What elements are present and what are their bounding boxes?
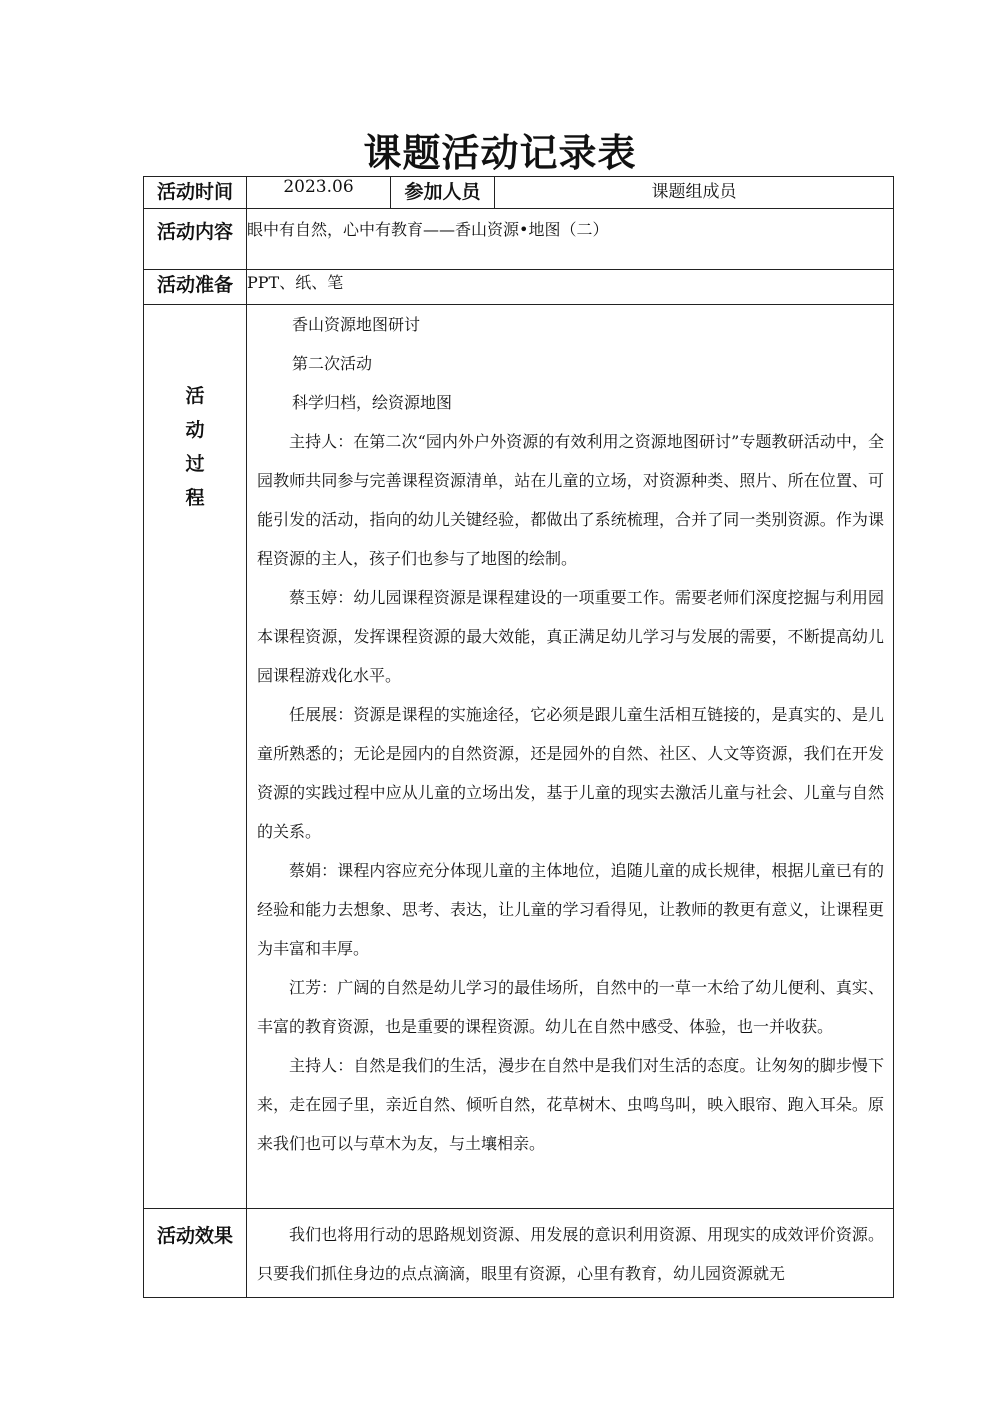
effect-text: 我们也将用行动的思路规划资源、用发展的意识利用资源、用现实的成效评价资源。只要我们抓住身边的点点滴滴，眼里有资源，心里有教育，幼儿园资源就无 xyxy=(257,1225,884,1283)
process-line: 第二次活动 xyxy=(292,354,373,373)
process-paragraph: 蔡娟：课程内容应充分体现儿童的主体地位，追随儿童的成长规律，根据儿童已有的经验和能力去想象、思考、表达，让儿童的学习看得见，让教师的教更有意义，让课程更为丰富和丰厚。 xyxy=(257,861,884,958)
time-label: 活动时间 xyxy=(144,177,247,209)
time-row xyxy=(144,177,894,209)
process-paragraph: 蔡玉婷：幼儿园课程资源是课程建设的一项重要工作。需要老师们深度挖掘与利用园本课程资源，发挥课程资源的最大效能，真正满足幼儿学习与发展的需要，不断提高幼儿园课程游戏化水平。 xyxy=(257,588,884,685)
effect-row xyxy=(144,1209,894,1298)
effect-label: 活动效果 xyxy=(144,1209,247,1298)
process-row xyxy=(144,305,894,1209)
process-label-char: 活 xyxy=(185,385,205,407)
process-label-char: 程 xyxy=(185,487,205,509)
process-paragraph: 主持人：在第二次“园内外户外资源的有效利用之资源地图研讨”专题教研活动中，全园教师共同参与完善课程资源清单，站在儿童的立场，对资源种类、照片、所在位置、可能引发的活动，指向的幼儿关键经验，都做出了系统梳理，合并了同一类别资源。作为课程资源的主人，孩子们也参与了地图的绘制。 xyxy=(257,432,884,568)
page-title: 课题活动记录表 xyxy=(363,131,637,175)
prep-row xyxy=(144,270,894,305)
process-line: 科学归档，绘资源地图 xyxy=(292,393,453,412)
prep-value: PPT、纸、笔 xyxy=(247,270,894,305)
content-value: 眼中有自然，心中有教育——香山资源•地图（二） xyxy=(247,209,894,270)
process-paragraph: 江芳：广阔的自然是幼儿学习的最佳场所，自然中的一草一木给了幼儿便利、真实、丰富的教育资源，也是重要的课程资源。幼儿在自然中感受、体验，也一并收获。 xyxy=(257,978,884,1036)
prep-label: 活动准备 xyxy=(144,270,247,305)
participants-label: 参加人员 xyxy=(391,177,495,209)
process-label-char: 动 xyxy=(185,419,205,441)
content-label: 活动内容 xyxy=(144,209,247,270)
process-paragraph: 主持人：自然是我们的生活，漫步在自然中是我们对生活的态度。让匆匆的脚步慢下来，走在园子里，亲近自然、倾听自然，花草树木、虫鸣鸟叫，映入眼帘、跑入耳朵。原来我们也可以与草木为友，与土壤相亲。 xyxy=(257,1056,884,1153)
content-row xyxy=(144,209,894,270)
activity-record-table xyxy=(143,176,894,1298)
process-paragraph: 任展展：资源是课程的实施途径，它必须是跟儿童生活相互链接的，是真实的、是儿童所熟悉的；无论是园内的自然资源，还是园外的自然、社区、人文等资源，我们在开发资源的实践过程中应从儿童的立场出发，基于儿童的现实去激活儿童与社会、儿童与自然的关系。 xyxy=(257,705,884,841)
process-label xyxy=(144,305,246,515)
process-line: 香山资源地图研讨 xyxy=(292,315,421,334)
time-value: 2023.06 xyxy=(247,177,391,209)
participants-value: 课题组成员 xyxy=(495,177,894,209)
process-content-cell xyxy=(247,305,894,1209)
process-label-char: 过 xyxy=(185,453,205,475)
process-label-cell xyxy=(144,305,247,1209)
process-content xyxy=(247,305,893,1163)
effect-content-cell xyxy=(247,1209,894,1298)
